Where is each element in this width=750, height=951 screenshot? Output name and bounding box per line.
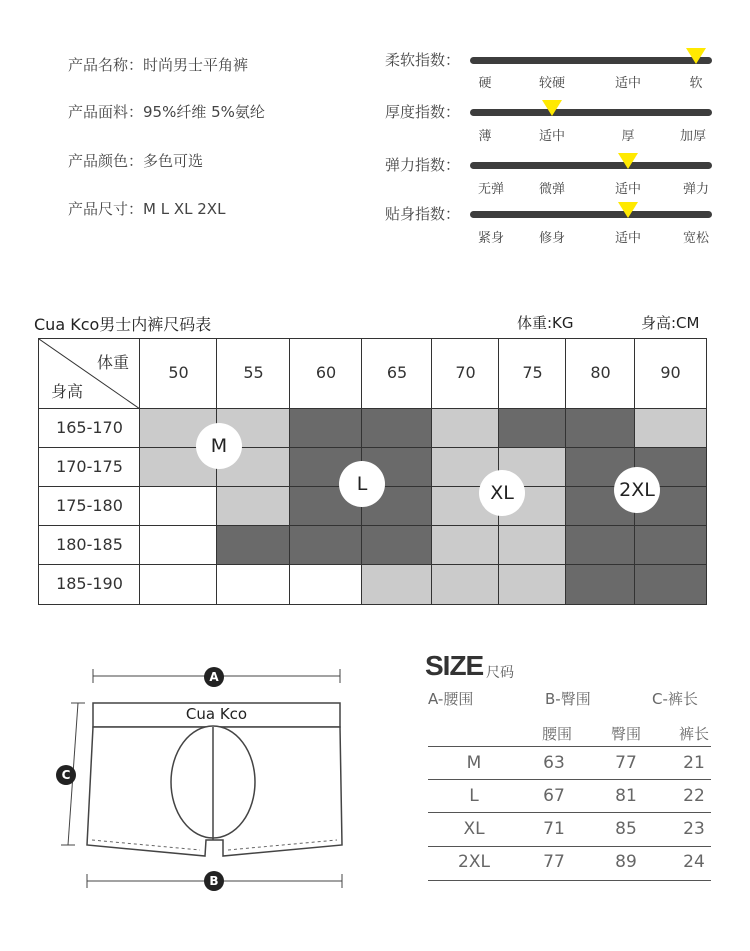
table-divider — [428, 812, 711, 813]
size-cell — [635, 565, 706, 604]
table-divider — [428, 779, 711, 780]
thickness-marker — [542, 100, 562, 116]
weight-50: 50 — [168, 363, 189, 382]
weight-75: 75 — [522, 363, 543, 382]
softness-track — [470, 57, 712, 64]
size-cell — [432, 565, 499, 604]
weight-header-cell — [290, 339, 362, 409]
boxer-outline — [40, 660, 360, 900]
dimension-c-badge: C — [56, 765, 76, 785]
size-badge-l: L — [339, 461, 385, 507]
fit-tick-1: 修身 — [538, 231, 565, 246]
cell-hip: 89 — [615, 852, 637, 872]
table-divider — [428, 880, 711, 881]
col-hip: 臀围 — [610, 725, 641, 743]
size-cell — [362, 409, 432, 448]
elasticity-track — [470, 162, 712, 169]
height-cell — [39, 526, 140, 565]
dimension-b-badge: B — [204, 871, 224, 891]
elasticity-tick-2: 适中 — [614, 182, 641, 197]
thickness-tick-2: 厚 — [621, 129, 635, 144]
weight-header-cell — [217, 339, 290, 409]
col-waist: 腰围 — [541, 725, 572, 743]
softness-label: 柔软指数： — [385, 51, 461, 69]
fit-tick-0: 紧身 — [477, 231, 504, 246]
height-cell — [39, 448, 140, 487]
cell-length: 23 — [683, 819, 705, 839]
weight-55: 55 — [243, 363, 264, 382]
elasticity-tick-3: 弹力 — [682, 182, 709, 197]
row-size-m: M — [466, 753, 482, 773]
fit-marker — [618, 202, 638, 218]
size-cell — [566, 409, 635, 448]
size-cell — [290, 409, 362, 448]
size-cell — [635, 409, 706, 448]
height-cell — [39, 565, 140, 604]
product-name-value: 时尚男士平角裤 — [143, 56, 249, 74]
size-cell — [566, 565, 635, 604]
product-size-value: M L XL 2XL — [143, 200, 226, 218]
weight-90: 90 — [660, 363, 681, 382]
product-size-label: 产品尺寸： — [68, 200, 144, 218]
size-cell — [432, 526, 499, 565]
height-185-190: 185-190 — [56, 574, 123, 593]
weight-unit: 体重:KG — [517, 314, 574, 332]
cell-waist: 77 — [543, 852, 565, 872]
cell-hip: 77 — [615, 753, 637, 773]
size-cell — [290, 526, 362, 565]
size-cell — [499, 409, 566, 448]
weight-60: 60 — [315, 363, 337, 382]
elasticity-label: 弹力指数： — [385, 156, 461, 174]
cell-length: 21 — [683, 753, 705, 773]
height-unit: 身高:CM — [641, 314, 700, 332]
height-180-185: 180-185 — [56, 535, 123, 554]
table-divider — [428, 846, 711, 847]
thickness-tick-1: 适中 — [538, 129, 565, 144]
size-badge-2xl: 2XL — [614, 467, 660, 513]
elasticity-tick-0: 无弹 — [477, 182, 504, 197]
weight-header-cell — [566, 339, 635, 409]
corner-height: 身高 — [51, 382, 84, 401]
size-cell — [140, 526, 217, 565]
size-title: SIZE — [425, 650, 484, 681]
row-size-2xl: 2XL — [458, 852, 490, 872]
size-cell — [290, 565, 362, 604]
height-175-180: 175-180 — [56, 496, 123, 515]
product-fabric-value: 95%纤维 5%氨纶 — [143, 103, 265, 121]
fit-tick-2: 适中 — [614, 231, 641, 246]
size-cell — [499, 526, 566, 565]
cell-length: 24 — [683, 852, 705, 872]
weight-header-cell — [635, 339, 706, 409]
cell-waist: 67 — [543, 786, 565, 806]
fit-tick-3: 宽松 — [682, 231, 709, 246]
weight-header-cell — [432, 339, 499, 409]
elasticity-tick-1: 微弹 — [538, 182, 565, 197]
size-cell — [362, 565, 432, 604]
height-cell — [39, 409, 140, 448]
legend-b: B-臀围 — [545, 690, 591, 708]
size-cell — [635, 526, 706, 565]
size-cell — [432, 409, 499, 448]
height-165-170: 165-170 — [56, 418, 123, 437]
corner-cell — [39, 339, 140, 409]
size-cell — [140, 487, 217, 526]
legend-a: A-腰围 — [428, 690, 474, 708]
product-color-value: 多色可选 — [143, 152, 204, 170]
product-color-label: 产品颜色： — [68, 152, 144, 170]
weight-65: 65 — [386, 363, 408, 382]
softness-marker — [686, 48, 706, 64]
chart-title: Cua Kco男士内裤尺码表 — [34, 315, 212, 334]
size-cell — [566, 526, 635, 565]
row-size-xl: XL — [463, 819, 485, 839]
size-badge-m: M — [196, 423, 242, 469]
cell-length: 22 — [683, 786, 705, 806]
softness-tick-0: 硬 — [478, 76, 492, 91]
product-fabric-row — [68, 101, 265, 122]
size-cell — [217, 565, 290, 604]
softness-tick-1: 较硬 — [538, 76, 565, 91]
row-size-l: L — [469, 786, 479, 806]
product-name-row — [68, 54, 248, 75]
size-cell — [499, 565, 566, 604]
weight-header-cell — [140, 339, 217, 409]
legend-c: C-裤长 — [652, 690, 698, 708]
thickness-label: 厚度指数： — [385, 103, 461, 121]
size-cell — [217, 526, 290, 565]
thickness-track — [470, 109, 712, 116]
elasticity-marker — [618, 153, 638, 169]
size-cell — [217, 487, 290, 526]
cell-hip: 81 — [615, 786, 637, 806]
waistband-brand: Cua Kco — [185, 705, 248, 723]
product-fabric-label: 产品面料： — [68, 103, 144, 121]
size-badge-xl: XL — [479, 470, 525, 516]
thickness-tick-3: 加厚 — [679, 129, 706, 144]
height-cell — [39, 487, 140, 526]
size-subtitle: 尺码 — [486, 665, 514, 681]
weight-80: 80 — [590, 363, 611, 382]
thickness-tick-0: 薄 — [478, 129, 492, 144]
size-cell — [362, 526, 432, 565]
dimension-a-badge: A — [204, 667, 224, 687]
product-color-row — [68, 150, 203, 171]
table-divider — [428, 746, 711, 747]
product-size-row — [68, 198, 225, 219]
size-chart-grid — [38, 338, 707, 605]
fit-label: 贴身指数： — [385, 205, 461, 223]
softness-tick-2: 适中 — [614, 76, 641, 91]
product-name-label: 产品名称： — [68, 56, 144, 74]
col-length: 裤长 — [678, 725, 709, 743]
softness-tick-3: 软 — [689, 76, 703, 91]
fit-track — [470, 211, 712, 218]
corner-weight: 体重 — [96, 353, 129, 372]
weight-header-cell — [499, 339, 566, 409]
cell-hip: 85 — [615, 819, 637, 839]
height-170-175: 170-175 — [56, 457, 123, 476]
cell-waist: 63 — [543, 753, 565, 773]
size-cell — [140, 565, 217, 604]
weight-70: 70 — [455, 363, 476, 382]
weight-header-cell — [362, 339, 432, 409]
cell-waist: 71 — [543, 819, 565, 839]
